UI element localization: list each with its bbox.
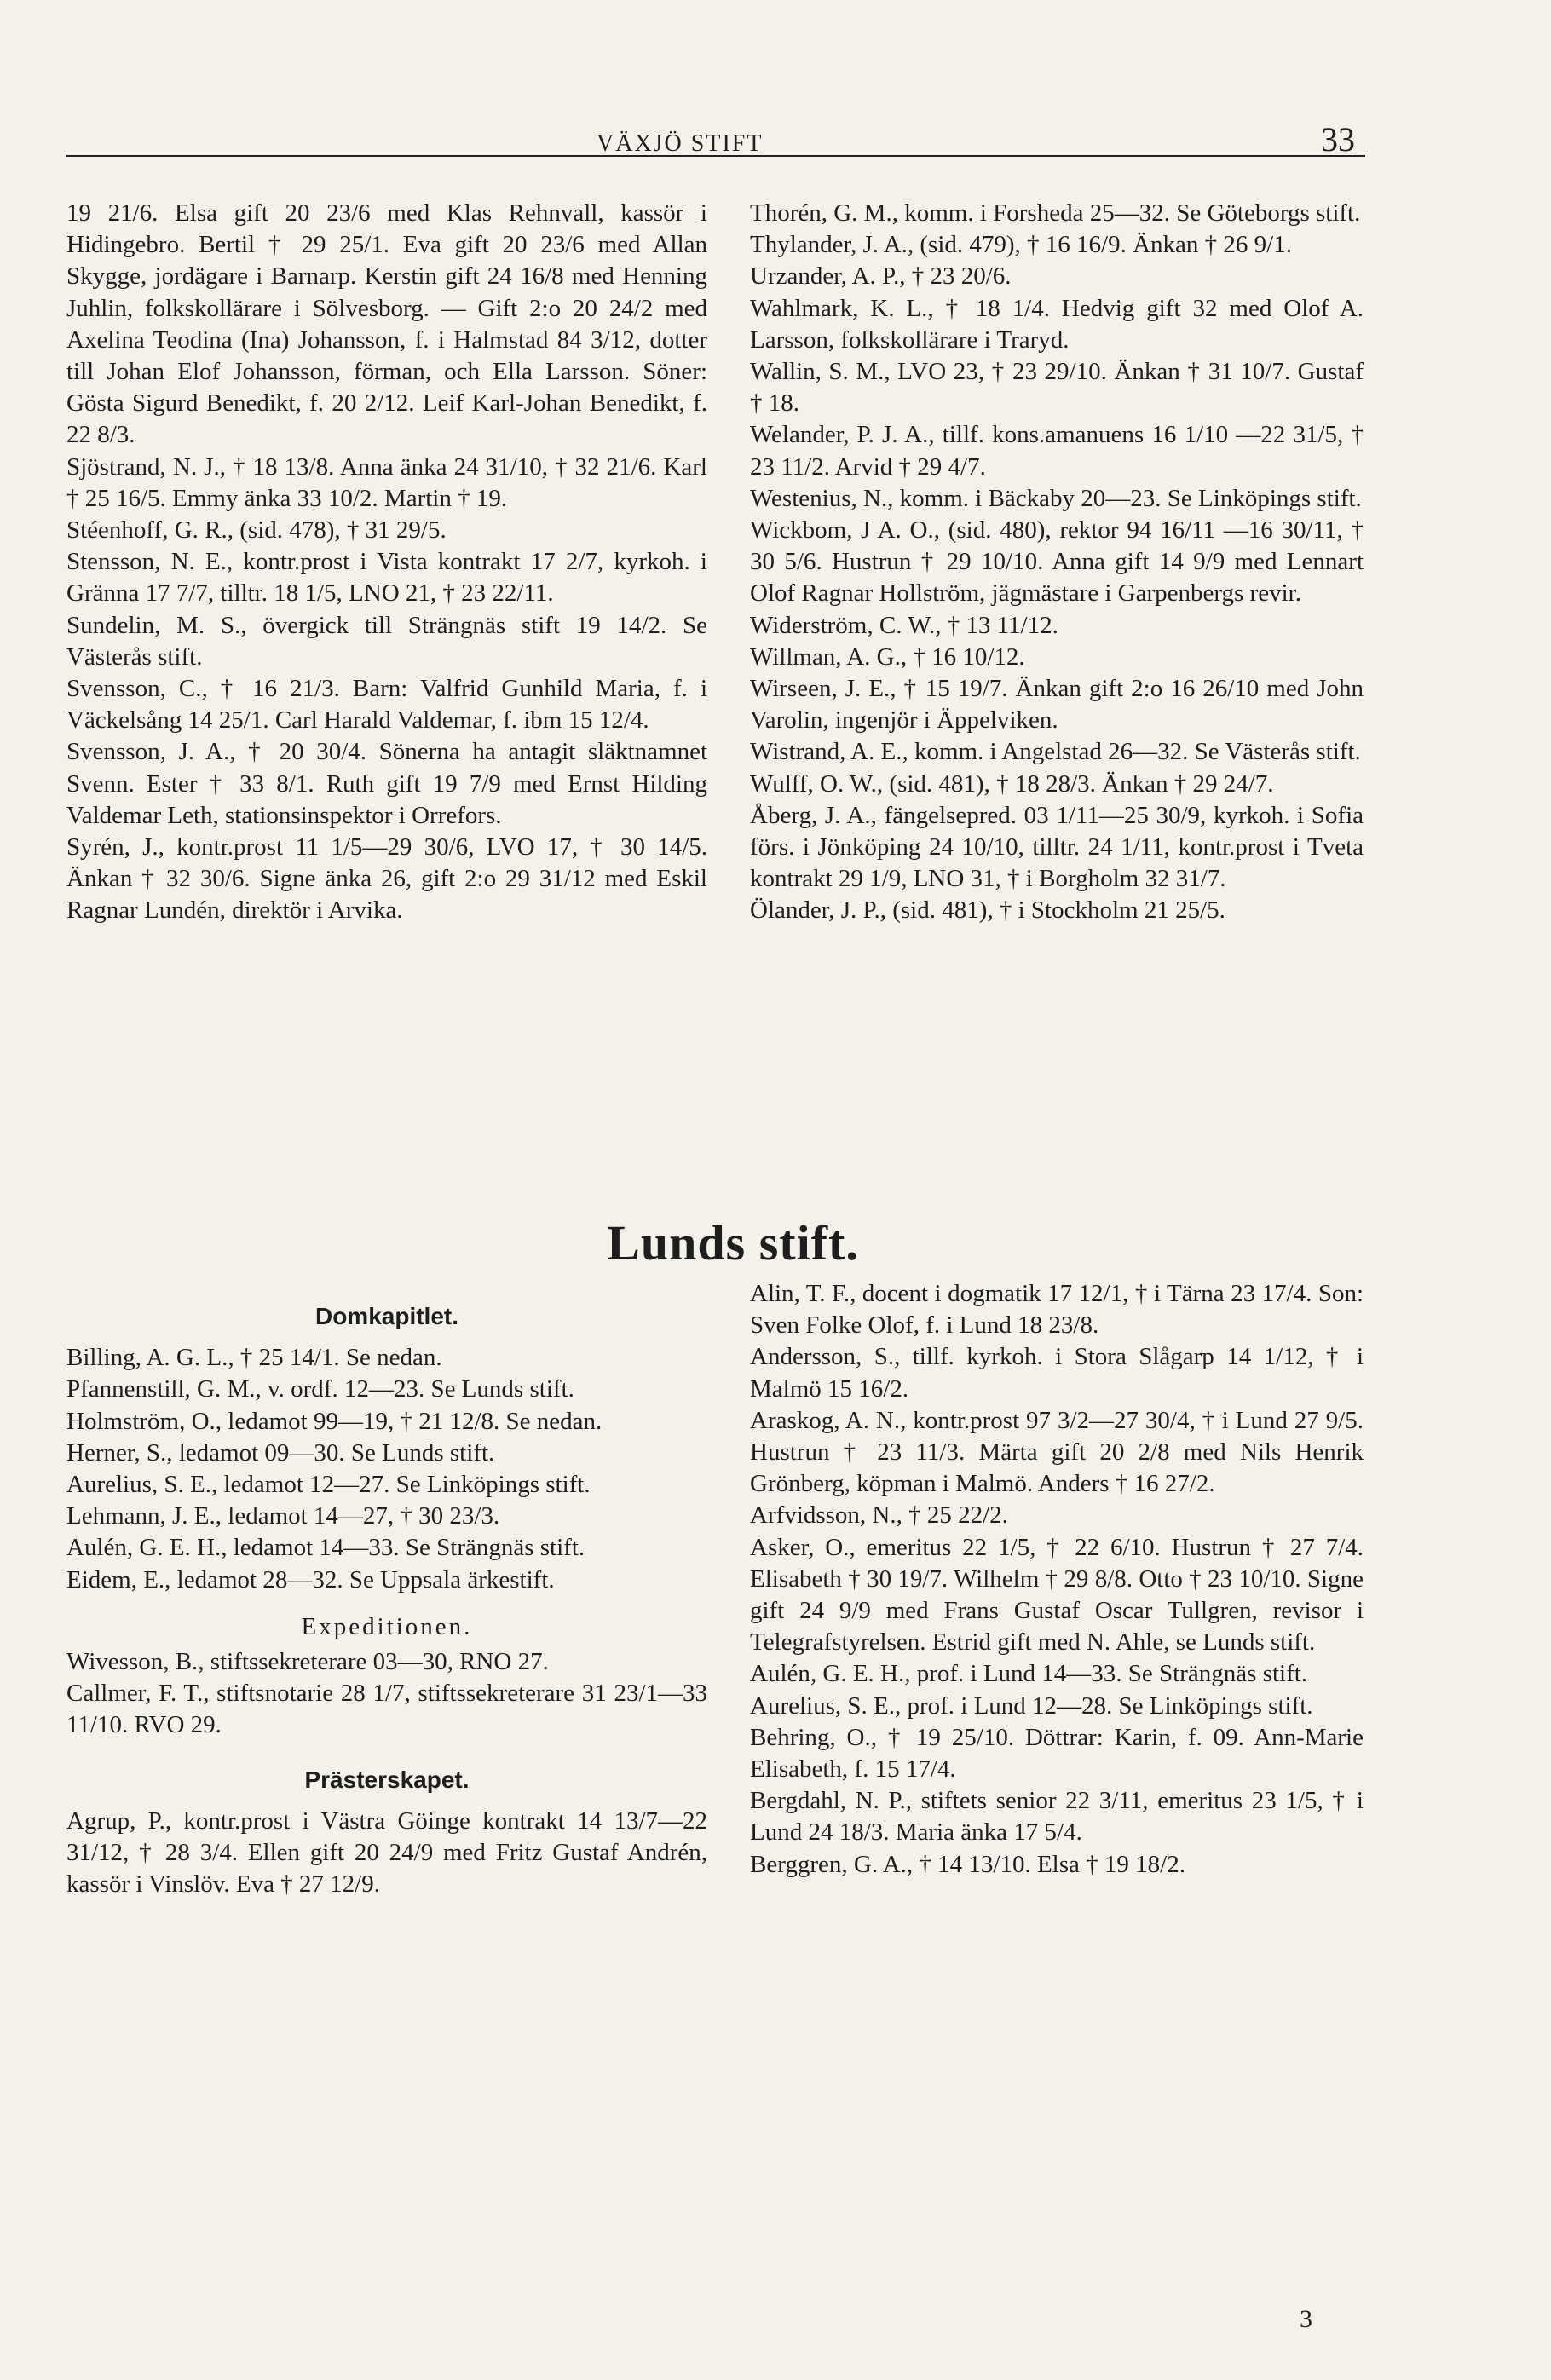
- entry: Callmer, F. T., stiftsnotarie 28 1/7, stiftssekreterare 31 23/1—33 11/10. RVO 29.: [66, 1680, 707, 1739]
- entry: Wivesson, B., stiftssekreterare 03—30, RNO 27.: [66, 1648, 549, 1676]
- entry: Thylander, J. A., (sid. 479), † 16 16/9. Änkan † 26 9/1.: [750, 231, 1292, 259]
- entry: Syrén, J., kontr.prost 11 1/5—29 30/6, LVO 17, † 30 14/5. Änkan † 32 30/6. Signe änka 26, gift 2:o 29 31/12 med Eskil Ragnar Lundén, direktör i Arvika.: [66, 833, 707, 925]
- entry: Wistrand, A. E., komm. i Angelstad 26—32. Se Västerås stift.: [750, 738, 1361, 766]
- entry: 19 21/6. Elsa gift 20 23/6 med Klas Rehnvall, kassör i Hidingebro. Bertil † 29 25/1. Eva gift 20 23/6 med Allan Skygge, jordägare i Barnarp. Kerstin gift 24 16/8 med Henning Juhlin, folkskollärare i Sölvesborg. — Gift 2:o 20 24/2 med Axelina Teodina (Ina) Johansson, f. i Halmstad 84 3/12, dotter till Johan Elof Johansson, förman, och Ella Larsson. Söner: Gösta Sigurd Benedikt, f. 20 2/12. Leif Karl-Johan Benedikt, f. 22 8/3.: [66, 199, 707, 449]
- domkapitlet-heading: Domkapitlet.: [314, 1303, 459, 1329]
- entry: Aulén, G. E. H., ledamot 14—33. Se Strängnäs stift.: [66, 1534, 585, 1562]
- entry: Thorén, G. M., komm. i Forsheda 25—32. Se Göteborgs stift.: [750, 199, 1361, 227]
- section-title: Lunds stift.: [607, 1215, 859, 1271]
- entry: Agrup, P., kontr.prost i Västra Göinge kontrakt 14 13/7—22 31/12, † 28 3/4. Ellen gift 20 24/9 med Fritz Gustaf Andrén, kassör i Vinslöv. Eva † 27 12/9.: [66, 1807, 707, 1899]
- entry: Pfannenstill, G. M., v. ordf. 12—23. Se Lunds stift.: [66, 1375, 574, 1403]
- entry: Berggren, G. A., † 14 13/10. Elsa † 19 18/2.: [750, 1850, 1185, 1878]
- entry: Alin, T. F., docent i dogmatik 17 12/1, † i Tärna 23 17/4. Son: Sven Folke Olof, f. i Lund 18 23/8.: [750, 1280, 1364, 1340]
- page-number: 33: [1321, 120, 1355, 158]
- signature-mark: 3: [1300, 2305, 1312, 2333]
- entry: Behring, O., † 19 25/10. Döttrar: Karin, f. 09. Ann-Marie Elisabeth, f. 15 17/4.: [750, 1723, 1364, 1784]
- running-title: VÄXJÖ STIFT: [597, 130, 764, 157]
- entry: Billing, A. G. L., † 25 14/1. Se nedan.: [66, 1344, 442, 1372]
- entry: Aurelius, S. E., prof. i Lund 12—28. Se Linköpings stift.: [750, 1691, 1313, 1720]
- running-header: [68, 119, 1355, 159]
- lower-left-column: [66, 1295, 707, 1900]
- entry: Andersson, S., tillf. kyrkoh. i Stora Slågarp 14 1/12, † i Malmö 15 16/2.: [750, 1343, 1364, 1403]
- expeditionen-heading: Expeditionen.: [301, 1612, 473, 1640]
- entry: Eidem, E., ledamot 28—32. Se Uppsala ärkestift.: [66, 1565, 555, 1593]
- lower-right-column: [750, 1278, 1364, 1881]
- entry: Arfvidsson, N., † 25 22/2.: [750, 1501, 1008, 1530]
- entry: Herner, S., ledamot 09—30. Se Lunds stift.: [66, 1438, 495, 1467]
- entry: Wulff, O. W., (sid. 481), † 18 28/3. Änkan † 29 24/7.: [750, 769, 1274, 798]
- entry: Araskog, A. N., kontr.prost 97 3/2—27 30/4, † i Lund 27 9/5. Hustrun † 23 11/3. Märta gift 20 2/8 med Nils Henrik Grönberg, köpman i Malmö. Anders † 16 27/2.: [750, 1406, 1364, 1498]
- entry: Wickbom, J A. O., (sid. 480), rektor 94 16/11 —16 30/11, † 30 5/6. Hustrun † 29 10/10. Anna gift 14 9/9 med Lennart Olof Ragnar Hollström, jägmästare i Garpenbergs revir.: [750, 516, 1364, 608]
- entry: Wirseen, J. E., † 15 19/7. Änkan gift 2:o 16 26/10 med John Varolin, ingenjör i Äppelviken.: [750, 675, 1364, 735]
- entry: Svensson, C., † 16 21/3. Barn: Valfrid Gunhild Maria, f. i Väckelsång 14 25/1. Carl Harald Valdemar, f. ibm 15 12/4.: [66, 675, 707, 735]
- entry: Lehmann, J. E., ledamot 14—27, † 30 23/3.: [66, 1502, 500, 1530]
- header-rule: [66, 155, 1365, 157]
- entry: Asker, O., emeritus 22 1/5, † 22 6/10. Hustrun † 27 7/4. Elisabeth † 30 19/7. Wilhelm † 29 8/8. Otto † 23 10/10. Signe gift 24 9/9 med Frans Gustaf Oscar Tullgren, revisor i Telegrafstyrelsen. Estrid gift med N. Ahle, se Lunds stift.: [750, 1533, 1364, 1657]
- entry: Stéenhoff, G. R., (sid. 478), † 31 29/5.: [66, 516, 447, 545]
- entry: Willman, A. G., † 16 10/12.: [750, 643, 1025, 671]
- entry: Westenius, N., komm. i Bäckaby 20—23. Se Linköpings stift.: [750, 484, 1362, 512]
- prasterskapet-heading: Prästerskapet.: [304, 1766, 470, 1793]
- entry: Widerström, C. W., † 13 11/12.: [750, 611, 1058, 639]
- entry: Urzander, A. P., † 23 20/6.: [750, 262, 1012, 291]
- entry: Aurelius, S. E., ledamot 12—27. Se Linköpings stift.: [66, 1471, 591, 1499]
- top-right-column: [750, 198, 1364, 927]
- entry: Sjöstrand, N. J., † 18 13/8. Anna änka 24 31/10, † 32 21/6. Karl † 25 16/5. Emmy änka 33 10/2. Martin † 19.: [66, 452, 707, 512]
- top-left-column: [66, 198, 707, 927]
- entry: Welander, P. J. A., tillf. kons.amanuens 16 1/10 —22 31/5, † 23 11/2. Arvid † 29 4/7.: [750, 421, 1364, 481]
- entry: Aulén, G. E. H., prof. i Lund 14—33. Se Strängnäs stift.: [750, 1660, 1308, 1688]
- entry: Wallin, S. M., LVO 23, † 23 29/10. Änkan † 31 10/7. Gustaf † 18.: [750, 358, 1364, 418]
- entry: Ölander, J. P., (sid. 481), † i Stockholm 21 25/5.: [750, 896, 1225, 925]
- entry: Stensson, N. E., kontr.prost i Vista kontrakt 17 2/7, kyrkoh. i Gränna 17 7/7, tilltr. 18 1/5, LNO 21, † 23 22/11.: [66, 548, 707, 608]
- entry: Åberg, J. A., fängelsepred. 03 1/11—25 30/9, kyrkoh. i Sofia förs. i Jönköping 24 10/10, tilltr. 24 1/11, kontr.prost i Tveta kontrakt 29 1/9, LNO 31, † i Borgholm 32 31/7.: [750, 801, 1364, 893]
- entry: Svensson, J. A., † 20 30/4. Sönerna ha antagit släktnamnet Svenn. Ester † 33 8/1. Ruth gift 19 7/9 med Ernst Hilding Valdemar Leth, stationsinspektor i Orrefors.: [66, 738, 707, 829]
- entry: Wahlmark, K. L., † 18 1/4. Hedvig gift 32 med Olof A. Larsson, folkskollärare i Traryd.: [750, 294, 1364, 354]
- entry: Holmström, O., ledamot 99—19, † 21 12/8. Se nedan.: [66, 1407, 603, 1435]
- entry: Sundelin, M. S., övergick till Strängnäs stift 19 14/2. Se Västerås stift.: [66, 611, 707, 671]
- entry: Bergdahl, N. P., stiftets senior 22 3/11, emeritus 23 1/5, † i Lund 24 18/3. Maria änka 17 5/4.: [750, 1787, 1364, 1847]
